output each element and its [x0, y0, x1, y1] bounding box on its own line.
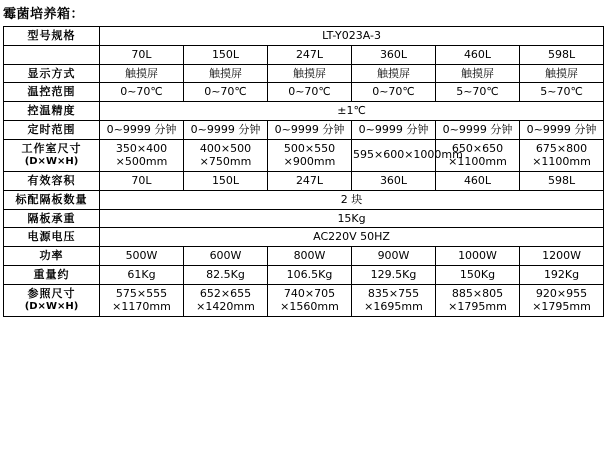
- row-value-cell: 5~70℃: [520, 83, 604, 102]
- row-value-cell: 0~9999 分钟: [268, 120, 352, 139]
- row-label-text: 隔板承重: [27, 211, 76, 225]
- row-value-cell: 900W: [352, 247, 436, 266]
- row-label: [4, 228, 100, 247]
- table-row: [4, 284, 604, 317]
- row-label: [4, 83, 100, 102]
- row-value-merged: 15Kg: [100, 209, 604, 228]
- row-label: [4, 190, 100, 209]
- row-value-cell: 70L: [100, 172, 184, 191]
- row-label-text: 参照尺寸: [27, 286, 76, 300]
- row-value-cell: 652×655 ×1420mm: [184, 284, 268, 317]
- capacity-col-6: 598L: [520, 45, 604, 64]
- row-value-cell: 触摸屏: [184, 64, 268, 83]
- row-value-cell: 675×800 ×1100mm: [520, 139, 604, 172]
- row-label: [4, 64, 100, 83]
- row-value-cell: 0~9999 分钟: [100, 120, 184, 139]
- table-row: [4, 172, 604, 191]
- row-value-cell: 360L: [352, 172, 436, 191]
- row-value-cell: 106.5Kg: [268, 265, 352, 284]
- row-value-cell: 0~70℃: [352, 83, 436, 102]
- row-label: [4, 247, 100, 266]
- row-value-cell: 920×955 ×1795mm: [520, 284, 604, 317]
- table-row: [4, 64, 604, 83]
- row-label-text: 工作室尺寸: [21, 141, 82, 155]
- row-value-cell: 1000W: [436, 247, 520, 266]
- row-value-cell: 740×705 ×1560mm: [268, 284, 352, 317]
- capacity-col-3: 247L: [268, 45, 352, 64]
- row-label-text: 标配隔板数量: [15, 192, 88, 206]
- row-label-text: 控温精度: [27, 104, 76, 117]
- specification-table: [3, 26, 604, 317]
- row-value-cell: 595×600×1000mm: [352, 139, 436, 172]
- row-value-cell: 0~70℃: [184, 83, 268, 102]
- table-row-capacities: [4, 45, 604, 64]
- row-label-text: 有效容积: [27, 174, 76, 187]
- row-value-cell: 150L: [184, 172, 268, 191]
- row-value-cell: 82.5Kg: [184, 265, 268, 284]
- row-value-cell: 350×400 ×500mm: [100, 139, 184, 172]
- table-row: [4, 247, 604, 266]
- row-value-cell: 0~70℃: [100, 83, 184, 102]
- row-label-text: 显示方式: [27, 66, 76, 80]
- row-value-cell: 400×500 ×750mm: [184, 139, 268, 172]
- capacity-col-1: 70L: [100, 45, 184, 64]
- table-row: [4, 83, 604, 102]
- row-value-merged: AC220V 50HZ: [100, 228, 604, 247]
- table-row: [4, 120, 604, 139]
- row-value-cell: 192Kg: [520, 265, 604, 284]
- row-label-sublabel: (D×W×H): [24, 156, 79, 168]
- row-value-cell: 触摸屏: [352, 64, 436, 83]
- table-body: [4, 64, 604, 317]
- row-value-cell: 835×755 ×1695mm: [352, 284, 436, 317]
- row-value-cell: 1200W: [520, 247, 604, 266]
- row-value-cell: 500W: [100, 247, 184, 266]
- row-label-capacity-blank: [4, 45, 100, 64]
- row-label: [4, 265, 100, 284]
- row-value-cell: 0~9999 分钟: [436, 120, 520, 139]
- model-value: LT-Y023A-3: [100, 27, 604, 46]
- row-label: [4, 102, 100, 121]
- row-label: [4, 172, 100, 191]
- row-value-cell: 触摸屏: [100, 64, 184, 83]
- row-label-model: 型号规格: [4, 27, 100, 46]
- row-label: [4, 284, 100, 317]
- row-value-cell: 500×550 ×900mm: [268, 139, 352, 172]
- row-value-cell: 0~70℃: [268, 83, 352, 102]
- table-row: [4, 102, 604, 121]
- table-row: [4, 209, 604, 228]
- capacity-col-2: 150L: [184, 45, 268, 64]
- row-value-cell: 触摸屏: [436, 64, 520, 83]
- table-row-model: [4, 27, 604, 46]
- row-value-cell: 0~9999 分钟: [520, 120, 604, 139]
- row-label: [4, 209, 100, 228]
- row-label-text: 功率: [39, 249, 64, 262]
- row-label: [4, 139, 100, 172]
- row-value-cell: 600W: [184, 247, 268, 266]
- row-value-cell: 5~70℃: [436, 83, 520, 102]
- row-label-text: 定时范围: [27, 122, 76, 136]
- row-label-text: 温控范围: [27, 85, 76, 99]
- row-value-cell: 触摸屏: [268, 64, 352, 83]
- table-row: [4, 228, 604, 247]
- row-value-cell: 0~9999 分钟: [352, 120, 436, 139]
- row-label-sublabel: (D×W×H): [24, 301, 79, 313]
- row-label-text: 重量约: [33, 267, 70, 281]
- table-row: [4, 139, 604, 172]
- row-value-cell: 129.5Kg: [352, 265, 436, 284]
- row-value-cell: 575×555 ×1170mm: [100, 284, 184, 317]
- row-value-cell: 460L: [436, 172, 520, 191]
- row-value-cell: 0~9999 分钟: [184, 120, 268, 139]
- row-value-cell: 61Kg: [100, 265, 184, 284]
- row-value-cell: 150Kg: [436, 265, 520, 284]
- row-label-text: 电源电压: [27, 230, 76, 244]
- capacity-col-5: 460L: [436, 45, 520, 64]
- row-value-merged: ±1℃: [100, 102, 604, 121]
- row-label: [4, 120, 100, 139]
- row-value-cell: 800W: [268, 247, 352, 266]
- table-row: [4, 190, 604, 209]
- row-value-cell: 885×805 ×1795mm: [436, 284, 520, 317]
- row-value-cell: 247L: [268, 172, 352, 191]
- row-value-cell: 650×650 ×1100mm: [436, 139, 520, 172]
- page-title: 霉菌培养箱：: [3, 7, 85, 22]
- row-value-cell: 触摸屏: [520, 64, 604, 83]
- row-value-cell: 598L: [520, 172, 604, 191]
- capacity-col-4: 360L: [352, 45, 436, 64]
- row-value-merged: 2 块: [100, 190, 604, 209]
- table-row: [4, 265, 604, 284]
